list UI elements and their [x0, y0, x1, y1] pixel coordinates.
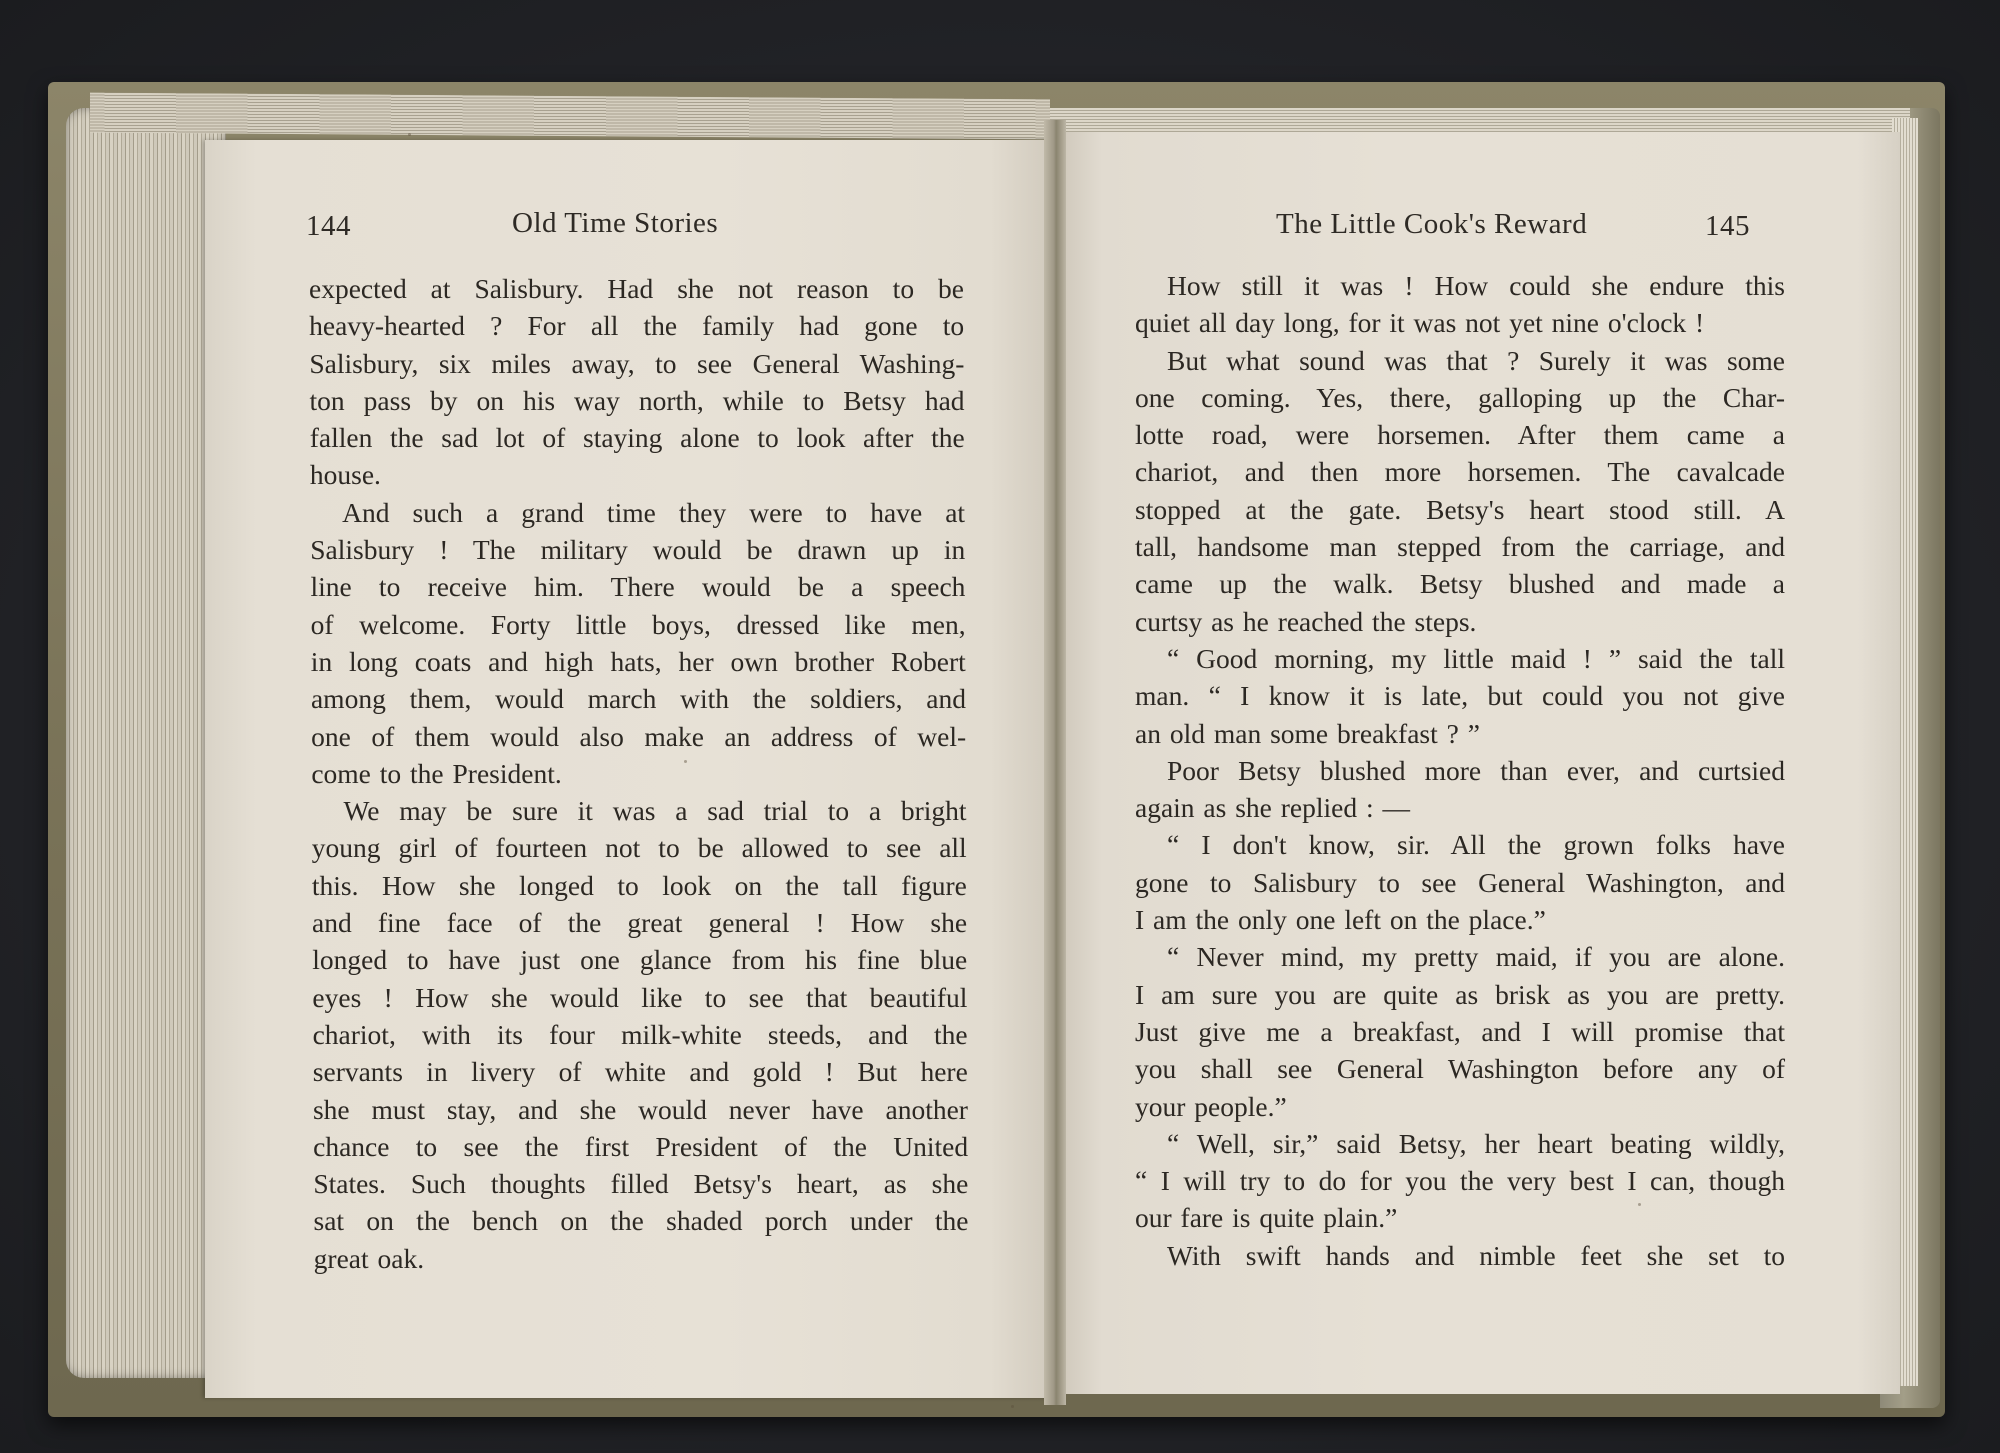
text-line: I am sure you are quite as brisk as you are pretty.	[1135, 978, 1785, 1010]
text-line: you shall see General Washington before any of	[1135, 1053, 1785, 1085]
text-line: stopped at the gate. Betsy's heart stood still. A	[1135, 493, 1785, 525]
text-line: Poor Betsy blushed more than ever, and curtsied	[1167, 754, 1785, 786]
text-line: Just give me a breakfast, and I will promise that	[1135, 1015, 1785, 1047]
book-gutter	[1044, 120, 1066, 1405]
text-line: among them, would march with the soldiers, and	[310, 683, 966, 715]
left-page-number: 144	[306, 210, 351, 242]
text-line: servants in livery of white and gold ! But here	[312, 1056, 968, 1088]
text-line: quiet all day long, for it was not yet nine o'clock !	[1135, 307, 1705, 339]
text-line: Salisbury, six miles away, to see General Washing-	[309, 347, 965, 379]
text-line: How still it was ! How could she endure this	[1167, 270, 1785, 301]
text-line: our fare is quite plain.”	[1135, 1202, 1398, 1234]
text-line: in long coats and high hats, her own brother Robert	[310, 645, 966, 677]
text-line: chariot, and then more horsemen. The cavalcade	[1135, 456, 1785, 488]
text-line: eyes ! How she would like to see that beautiful	[312, 981, 968, 1013]
text-line: “ Never mind, my pretty maid, if you are alone.	[1167, 941, 1785, 973]
text-line: man. “ I know it is late, but could you not give	[1135, 680, 1785, 712]
text-line: expected at Salisbury. Had she not reason to be	[309, 273, 964, 304]
text-line: tall, handsome man stepped from the carriage, and	[1135, 531, 1785, 563]
text-line: Salisbury ! The military would be drawn up in	[310, 534, 966, 566]
text-line: But what sound was that ? Surely it was some	[1167, 344, 1785, 376]
text-line: sat on the bench on the shaded porch under the	[313, 1205, 969, 1237]
text-line: “ I will try to do for you the very best I can, though	[1135, 1165, 1785, 1197]
text-line: your people.”	[1135, 1090, 1287, 1122]
left-running-head: Old Time Stories	[512, 207, 719, 239]
right-page-text	[1135, 267, 1785, 1274]
text-line: And such a grand time they were to have at	[342, 496, 966, 528]
text-line: “ Good morning, my little maid ! ” said the tall	[1167, 642, 1785, 674]
text-line: one of them would also make an address of wel-	[311, 720, 967, 752]
text-line: We may be sure it was a sad trial to a bright	[343, 795, 967, 827]
text-line: chance to see the first President of the United	[313, 1130, 969, 1162]
left-page-text	[309, 270, 969, 1277]
text-line: great oak.	[313, 1242, 425, 1274]
text-line: again as she replied : —	[1135, 792, 1410, 824]
right-page-number: 145	[1705, 210, 1750, 242]
text-line: an old man some breakfast ? ”	[1135, 717, 1480, 749]
text-line: house.	[309, 459, 381, 491]
right-running-head: The Little Cook's Reward	[1276, 208, 1588, 240]
text-line: come to the President.	[311, 757, 562, 789]
paper-speck	[684, 760, 687, 763]
text-line: chariot, with its four milk-white steeds, and the	[312, 1018, 968, 1050]
text-line: came up the walk. Betsy blushed and made a	[1135, 568, 1785, 600]
text-line: I am the only one left on the place.”	[1135, 904, 1546, 936]
text-line: curtsy as he reached the steps.	[1135, 605, 1477, 637]
text-line: “ I don't know, sir. All the grown folks have	[1167, 829, 1785, 861]
text-line: she must stay, and she would never have another	[312, 1093, 968, 1125]
text-line: lotte road, were horsemen. After them came a	[1135, 419, 1785, 451]
text-line: of welcome. Forty little boys, dressed like men,	[310, 608, 966, 640]
text-line: line to receive him. There would be a speech	[310, 571, 966, 603]
text-line: and fine face of the great general ! How she	[312, 907, 968, 939]
text-line: fallen the sad lot of staying alone to look after the	[309, 422, 965, 454]
text-line: longed to have just one glance from his fine blue	[312, 944, 968, 976]
text-line: ton pass by on his way north, while to Betsy had	[309, 384, 965, 416]
paper-speck	[1638, 1203, 1641, 1206]
text-line: young girl of fourteen not to be allowed to see all	[311, 832, 967, 864]
page-edges-left	[66, 108, 226, 1378]
text-line: this. How she longed to look on the tall figure	[311, 869, 967, 901]
text-line: States. Such thoughts filled Betsy's heart, as she	[313, 1168, 969, 1200]
text-line: heavy-hearted ? For all the family had gone to	[309, 310, 965, 342]
paper-speck	[408, 133, 411, 136]
text-line: gone to Salisbury to see General Washington, and	[1135, 866, 1785, 898]
text-line: With swift hands and nimble feet she set to	[1167, 1239, 1785, 1271]
text-line: one coming. Yes, there, galloping up the Char-	[1135, 381, 1785, 413]
page-edges-top-left	[90, 93, 1050, 140]
text-line: “ Well, sir,” said Betsy, her heart beating wildly,	[1167, 1127, 1785, 1159]
paper-speck	[1011, 1405, 1014, 1408]
